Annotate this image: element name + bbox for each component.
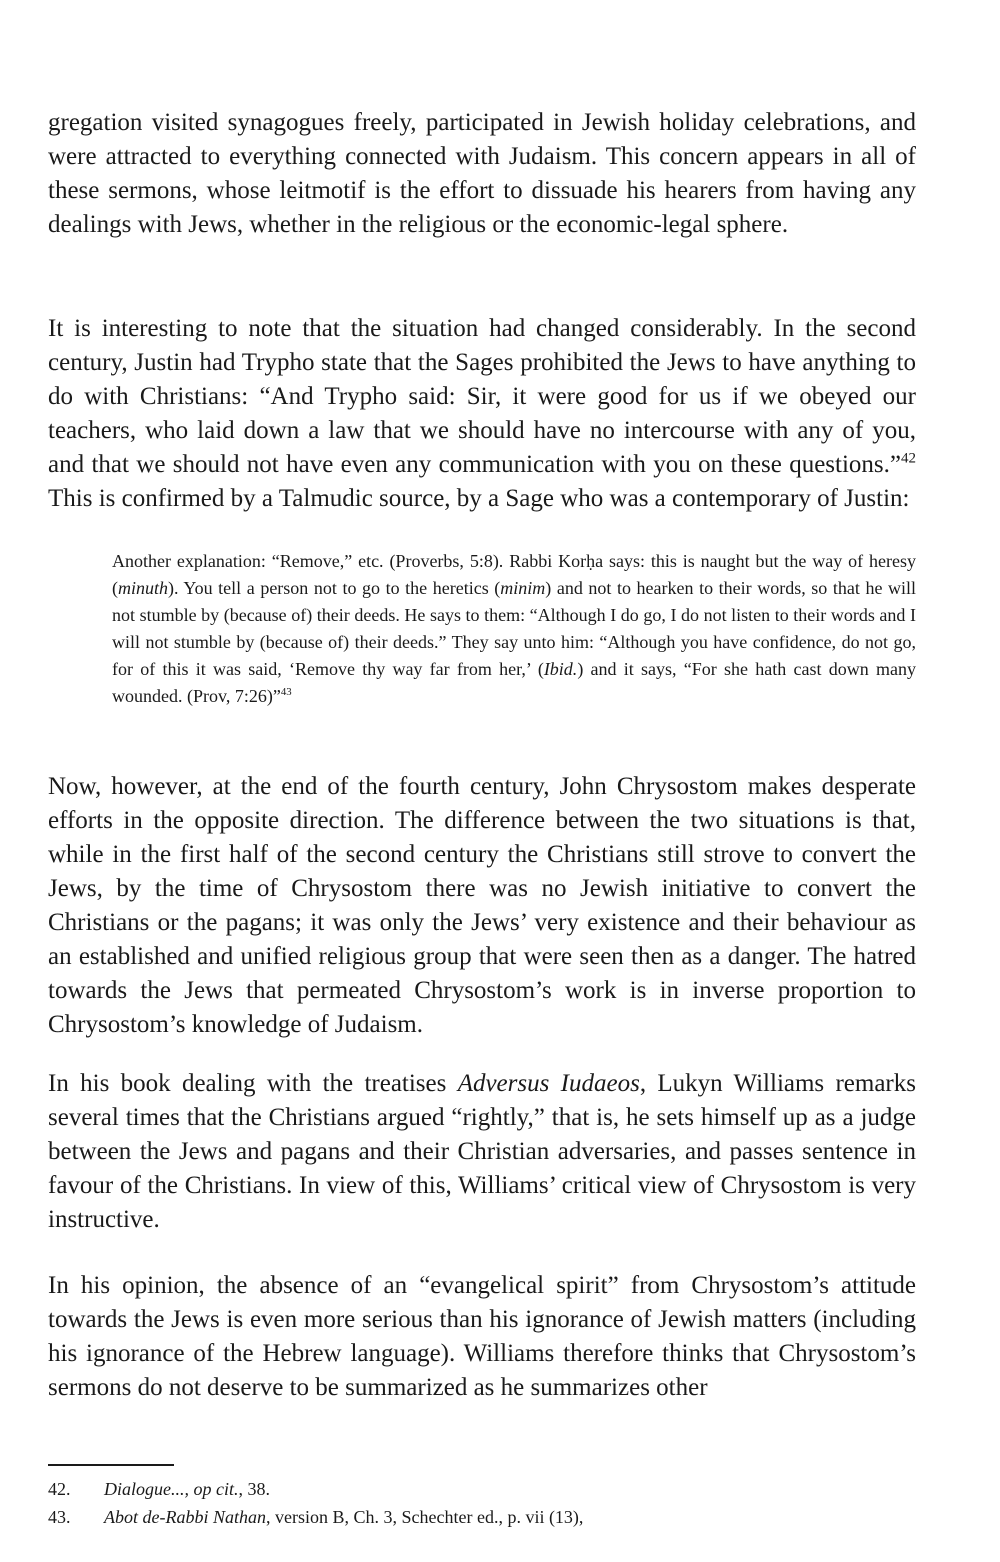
footnote-42 xyxy=(48,1476,270,1502)
footnote-ref-43: 43 xyxy=(280,686,292,698)
footnote-ref-42: 42 xyxy=(901,450,916,467)
quote-text-d: ) and it says, “For she hath cast down many wounded. (Prov, 7:26)” xyxy=(112,659,916,706)
paragraph-4-text-a: In his book dealing with the treatises xyxy=(48,1070,458,1097)
paragraph-4 xyxy=(48,1067,916,1237)
footnote-number: 42. xyxy=(48,1479,71,1499)
footnote-text: , version B, Ch. 3, Schechter ed., p. vii (13), xyxy=(265,1507,584,1527)
footnote-title: Dialogue..., op cit. xyxy=(104,1479,239,1499)
paragraph-3-text: Now, however, at the end of the fourth century, John Chrysostom makes desperate efforts in the opposite direction. The difference between the two situations is that, while in the first half of the second century the Christians still strove to convert the Jews, by the time of Chrysostom there was no Jewish initiative to convert the Christians or the pagans; it was only the Jews’ very existence and their behaviour as an established and unified religious group that were seen then as a danger. The hatred towards the Jews that permeated Chrysostom’s work is in inverse proportion to Chrysostom’s knowledge of Judaism. xyxy=(48,773,916,1038)
footnote-text: , 38. xyxy=(238,1479,270,1499)
paragraph-3 xyxy=(48,770,916,1042)
quote-text-b: ). You tell a person not to go to the heretics ( xyxy=(168,578,501,598)
footnote-number: 43. xyxy=(48,1507,71,1527)
paragraph-5-text: In his opinion, the absence of an “evangelical spirit” from Chrysostom’s attitude towards the Jews is even more serious than his ignorance of Jewish matters (including his ignorance of the Hebrew language). Williams therefore thinks that Chrysostom’s sermons do not deserve to be summarized as he summarizes other xyxy=(48,1272,916,1401)
paragraph-2 xyxy=(48,312,916,516)
paragraph-1 xyxy=(48,106,916,242)
quote-text-a: Another explanation: “Remove,” etc. (Proverbs, 5:8). Rabbi Korḥa says: this is naught but the way of heresy ( xyxy=(112,551,916,598)
footnote-43 xyxy=(48,1504,583,1530)
paragraph-5 xyxy=(48,1269,916,1405)
quote-text-c: ) and not to hearken to their words, so that he will not stumble by (because of) their deeds. He says to them: “Although I do go, I do not listen to their words and I will not stumble by (because of) their deeds.” They say unto him: “Although you have confidence, do not go, for of this it was said, ‘Remove thy way far from her,’ ( xyxy=(112,578,917,679)
quote-term-minim: minim xyxy=(500,578,546,598)
footnote-divider xyxy=(48,1464,174,1466)
footnote-title: Abot de-Rabbi Nathan xyxy=(104,1507,266,1527)
quote-term-minuth: minuth xyxy=(118,578,169,598)
block-quote xyxy=(112,548,916,710)
paragraph-2-text: It is interesting to note that the situation had changed considerably. In the second century, Justin had Trypho state that the Sages prohibited the Jews to have anything to do with Christians: “And Trypho said: Sir, it were good for us if we obeyed our teachers, who laid down a law that we should have no intercourse with any of you, and that we should not have even any communication with you on these questions.” xyxy=(48,315,916,478)
treatise-title: Adversus Iudaeos xyxy=(457,1070,640,1097)
quote-ibid: Ibid. xyxy=(543,659,578,679)
paragraph-4-text-b: , Lukyn Williams remarks several times that the Christians argued “rightly,” that is, he sets himself up as a judge between the Jews and pagans and their Christian adversaries, and passes sentence in favour of the Christians. In view of this, Williams’ critical view of Chrysostom is very instructive. xyxy=(48,1070,916,1233)
paragraph-1-text: gregation visited synagogues freely, participated in Jewish holiday celebrations, and were attracted to everything connected with Judaism. This concern appears in all of these sermons, whose leitmotif is the effort to dissuade his hearers from having any dealings with Jews, whether in the religious or the economic-legal sphere. xyxy=(48,109,916,238)
paragraph-2-continuation: This is confirmed by a Talmudic source, by a Sage who was a contemporary of Justin: xyxy=(48,485,910,512)
